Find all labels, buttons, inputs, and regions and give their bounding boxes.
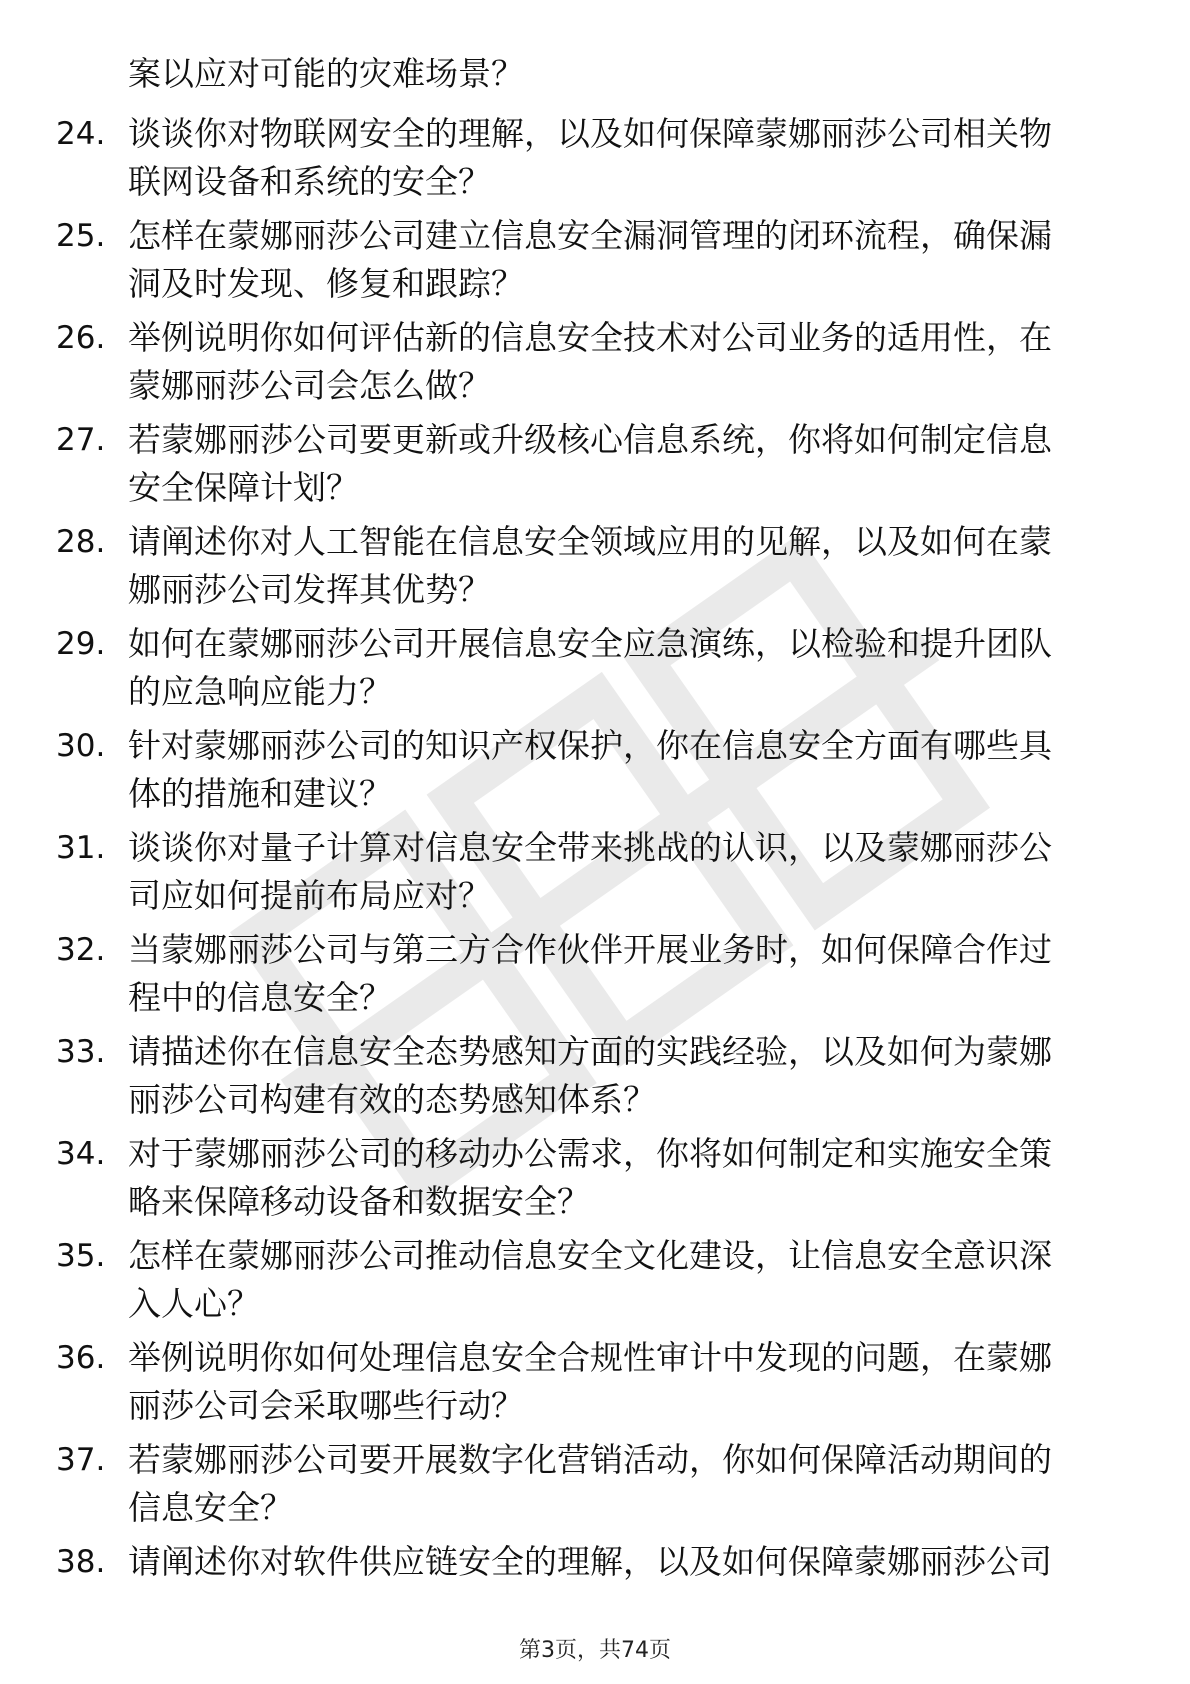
question-text-line: 丽莎公司会采取哪些行动？ [128, 1386, 524, 1425]
question-text [128, 416, 1052, 512]
question-number: 35. [56, 1238, 106, 1274]
question-text [128, 1334, 1052, 1430]
question-text-line: 谈谈你对物联网安全的理解，以及如何保障蒙娜丽莎公司相关物 [128, 114, 1052, 153]
question-text-line: 谈谈你对量子计算对信息安全带来挑战的认识，以及蒙娜丽莎公 [128, 828, 1052, 867]
question-list [0, 110, 1190, 1640]
list-item [0, 824, 1190, 926]
question-text [128, 1028, 1052, 1124]
list-item [0, 416, 1190, 518]
question-text [128, 926, 1052, 1022]
question-text [128, 1436, 1052, 1532]
question-text-line: 娜丽莎公司发挥其优势？ [128, 570, 491, 609]
question-text-line: 入人心？ [128, 1284, 260, 1323]
question-text-line: 当蒙娜丽莎公司与第三方合作伙伴开展业务时，如何保障合作过 [128, 930, 1052, 969]
question-number: 34. [56, 1136, 106, 1172]
question-number: 24. [56, 116, 106, 152]
question-number: 32. [56, 932, 106, 968]
question-number: 37. [56, 1442, 106, 1478]
question-number: 36. [56, 1340, 106, 1376]
question-text-line: 丽莎公司构建有效的态势感知体系？ [128, 1080, 656, 1119]
question-text-line: 体的措施和建议？ [128, 774, 392, 813]
list-item [0, 1130, 1190, 1232]
question-text-line: 略来保障移动设备和数据安全？ [128, 1182, 590, 1221]
question-text-line: 请描述你在信息安全态势感知方面的实践经验，以及如何为蒙娜 [128, 1032, 1052, 1071]
question-text-line: 举例说明你如何处理信息安全合规性审计中发现的问题，在蒙娜 [128, 1338, 1052, 1377]
list-item [0, 1436, 1190, 1538]
question-text-line: 的应急响应能力？ [128, 672, 392, 711]
question-text [128, 620, 1052, 716]
list-item [0, 518, 1190, 620]
question-text-line: 洞及时发现、修复和跟踪？ [128, 264, 524, 303]
question-text-line: 举例说明你如何评估新的信息安全技术对公司业务的适用性，在 [128, 318, 1052, 357]
question-number: 33. [56, 1034, 106, 1070]
list-item [0, 110, 1190, 212]
question-text [128, 314, 1052, 410]
list-item [0, 926, 1190, 1028]
list-item [0, 722, 1190, 824]
question-text [128, 1232, 1052, 1328]
question-text-line: 请阐述你对人工智能在信息安全领域应用的见解，以及如何在蒙 [128, 522, 1052, 561]
question-text-line: 信息安全？ [128, 1488, 293, 1527]
question-number: 29. [56, 626, 106, 662]
question-text [128, 1130, 1052, 1226]
question-text [128, 518, 1052, 614]
question-text-line: 程中的信息安全？ [128, 978, 392, 1017]
continued-question-text: 案以应对可能的灾难场景？ [128, 54, 524, 93]
question-text-line: 如何在蒙娜丽莎公司开展信息安全应急演练，以检验和提升团队 [128, 624, 1052, 663]
question-number: 25. [56, 218, 106, 254]
question-text-line: 怎样在蒙娜丽莎公司推动信息安全文化建设，让信息安全意识深 [128, 1236, 1052, 1275]
list-item [0, 212, 1190, 314]
question-text-line: 针对蒙娜丽莎公司的知识产权保护，你在信息安全方面有哪些具 [128, 726, 1052, 765]
list-item [0, 620, 1190, 722]
question-text-line: 对于蒙娜丽莎公司的移动办公需求，你将如何制定和实施安全策 [128, 1134, 1052, 1173]
question-text [128, 212, 1052, 308]
list-item [0, 1232, 1190, 1334]
list-item [0, 1334, 1190, 1436]
list-item [0, 314, 1190, 416]
question-text-line: 联网设备和系统的安全？ [128, 162, 491, 201]
question-text-line: 安全保障计划？ [128, 468, 359, 507]
question-text-line: 若蒙娜丽莎公司要更新或升级核心信息系统，你将如何制定信息 [128, 420, 1052, 459]
question-text-line: 若蒙娜丽莎公司要开展数字化营销活动，你如何保障活动期间的 [128, 1440, 1052, 1479]
question-number: 38. [56, 1544, 106, 1580]
question-number: 31. [56, 830, 106, 866]
question-text-line: 怎样在蒙娜丽莎公司建立信息安全漏洞管理的闭环流程，确保漏 [128, 216, 1052, 255]
question-text [128, 824, 1052, 920]
question-text [128, 110, 1052, 206]
page-footer: 第3页，共74页 [519, 1638, 671, 1663]
question-text [128, 1538, 1052, 1586]
question-number: 27. [56, 422, 106, 458]
question-text-line: 司应如何提前布局应对？ [128, 876, 491, 915]
question-number: 26. [56, 320, 106, 356]
question-text [128, 722, 1052, 818]
question-text-line: 请阐述你对软件供应链安全的理解，以及如何保障蒙娜丽莎公司 [128, 1542, 1052, 1581]
question-text-line: 蒙娜丽莎公司会怎么做？ [128, 366, 491, 405]
list-item [0, 1538, 1190, 1640]
list-item [0, 1028, 1190, 1130]
question-number: 30. [56, 728, 106, 764]
question-number: 28. [56, 524, 106, 560]
